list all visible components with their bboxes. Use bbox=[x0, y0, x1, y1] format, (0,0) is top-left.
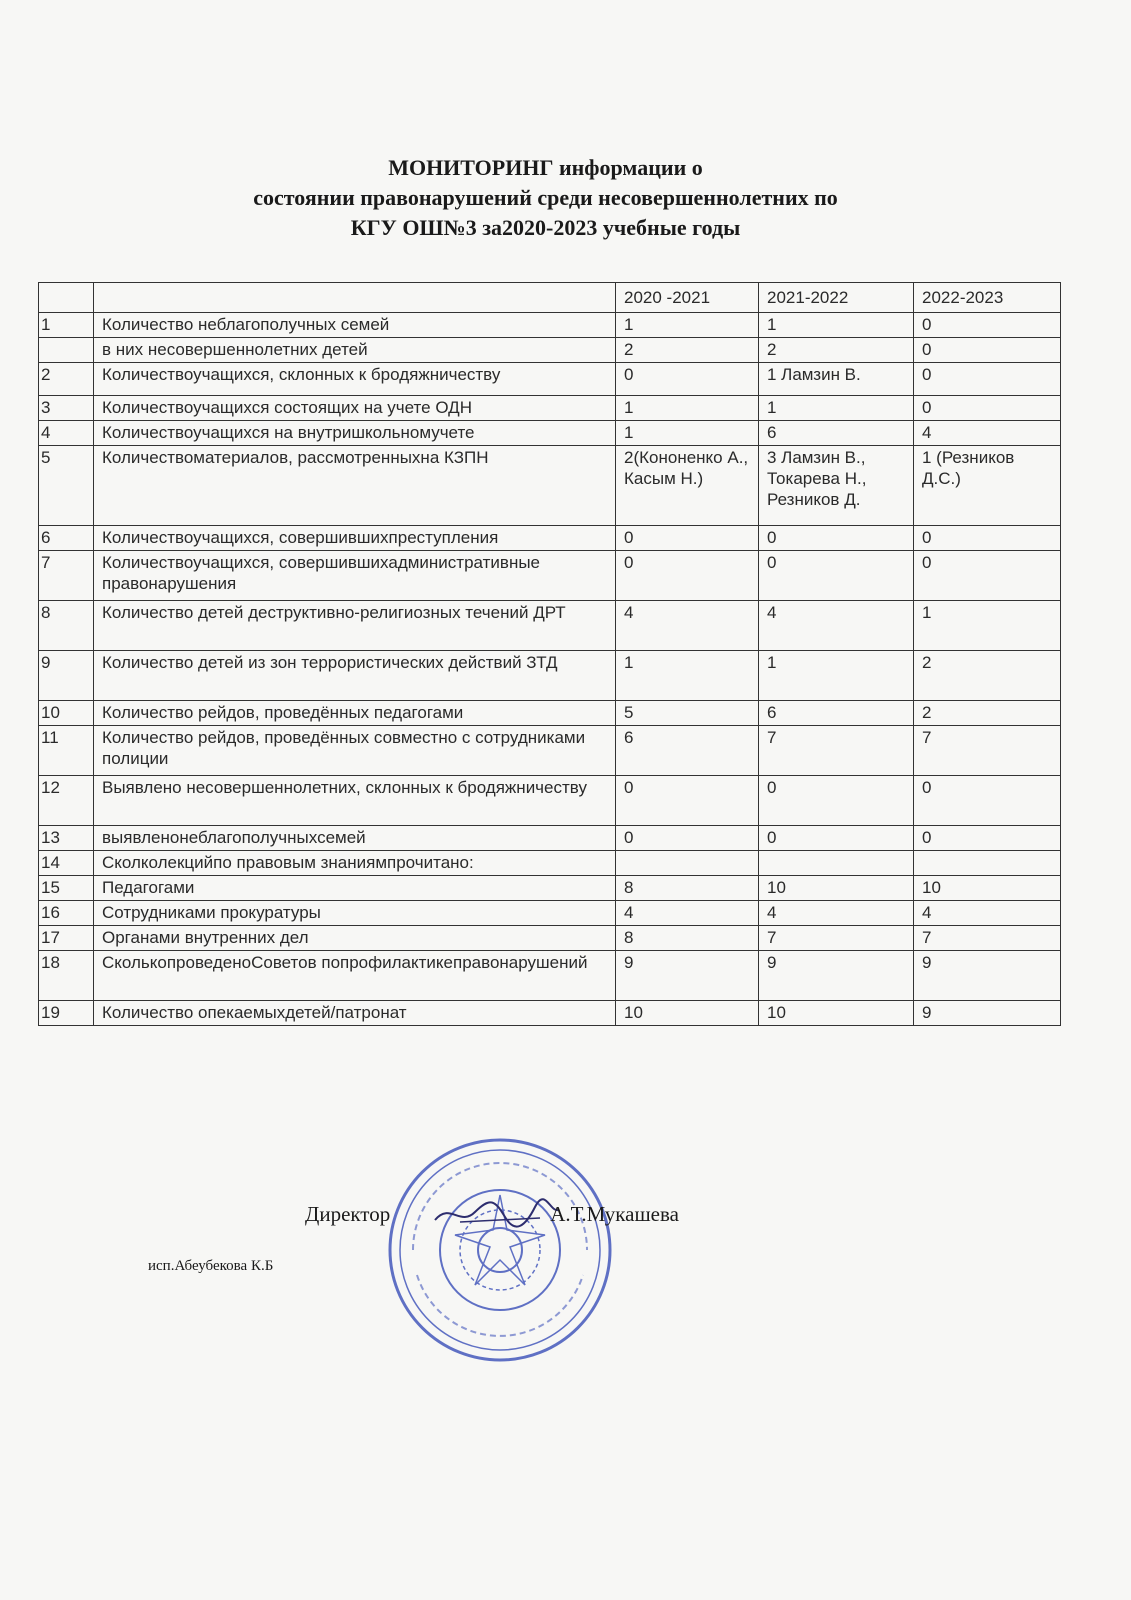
table-row bbox=[39, 926, 1061, 951]
header-num bbox=[39, 283, 94, 313]
value-2022-2023-cell bbox=[914, 851, 1061, 876]
value-2022-2023-cell: 4 bbox=[914, 901, 1061, 926]
row-label-cell: Органами внутренних дел bbox=[94, 926, 616, 951]
value-2021-2022-cell: 7 bbox=[759, 726, 914, 776]
value-2021-2022-cell: 0 bbox=[759, 526, 914, 551]
value-2020-2021-cell: 2 bbox=[616, 338, 759, 363]
header-label bbox=[94, 283, 616, 313]
value-2021-2022-cell: 0 bbox=[759, 551, 914, 601]
row-number-cell: 15 bbox=[39, 876, 94, 901]
row-label-cell: выявленонеблагополучныхсемей bbox=[94, 826, 616, 851]
row-number-cell: 5 bbox=[39, 446, 94, 526]
value-2021-2022-cell: 6 bbox=[759, 701, 914, 726]
row-label-cell: Количество рейдов, проведённых педагогами bbox=[94, 701, 616, 726]
value-2020-2021-cell: 0 bbox=[616, 363, 759, 396]
row-number-cell: 18 bbox=[39, 951, 94, 1001]
monitoring-table bbox=[38, 282, 1061, 1026]
row-number-cell: 1 bbox=[39, 313, 94, 338]
table-row bbox=[39, 526, 1061, 551]
table-header-row bbox=[39, 283, 1061, 313]
value-2021-2022-cell: 4 bbox=[759, 601, 914, 651]
value-2020-2021-cell: 5 bbox=[616, 701, 759, 726]
value-2022-2023-cell: 0 bbox=[914, 313, 1061, 338]
value-2021-2022-cell: 3 Ламзин В., Токарева Н., Резников Д. bbox=[759, 446, 914, 526]
value-2020-2021-cell: 4 bbox=[616, 901, 759, 926]
row-label-cell: Количествоучащихся состоящих на учете ОДН bbox=[94, 396, 616, 421]
row-label-cell: Количество детей из зон террористических действий ЗТД bbox=[94, 651, 616, 701]
value-2021-2022-cell: 6 bbox=[759, 421, 914, 446]
value-2020-2021-cell: 0 bbox=[616, 551, 759, 601]
value-2022-2023-cell: 7 bbox=[914, 926, 1061, 951]
value-2022-2023-cell: 0 bbox=[914, 338, 1061, 363]
value-2020-2021-cell: 9 bbox=[616, 951, 759, 1001]
title-line-2: состоянии правонарушений среди несовершеннолетних по bbox=[253, 185, 838, 210]
value-2022-2023-cell: 0 bbox=[914, 363, 1061, 396]
row-number-cell bbox=[39, 338, 94, 363]
value-2020-2021-cell: 1 bbox=[616, 651, 759, 701]
value-2020-2021-cell: 8 bbox=[616, 876, 759, 901]
row-number-cell: 9 bbox=[39, 651, 94, 701]
value-2020-2021-cell: 0 bbox=[616, 526, 759, 551]
value-2022-2023-cell: 9 bbox=[914, 951, 1061, 1001]
row-number-cell: 19 bbox=[39, 1001, 94, 1026]
row-number-cell: 3 bbox=[39, 396, 94, 421]
row-label-cell: СколькопроведеноСоветов попрофилактикеправонарушений bbox=[94, 951, 616, 1001]
table-row bbox=[39, 701, 1061, 726]
table-row bbox=[39, 1001, 1061, 1026]
row-number-cell: 2 bbox=[39, 363, 94, 396]
row-label-cell: Количество детей деструктивно-религиозных течений ДРТ bbox=[94, 601, 616, 651]
value-2021-2022-cell: 1 bbox=[759, 313, 914, 338]
row-label-cell: Педагогами bbox=[94, 876, 616, 901]
row-number-cell: 12 bbox=[39, 776, 94, 826]
value-2020-2021-cell: 0 bbox=[616, 776, 759, 826]
table-row bbox=[39, 776, 1061, 826]
value-2021-2022-cell: 2 bbox=[759, 338, 914, 363]
signatory-role: Директор bbox=[305, 1202, 391, 1226]
executor-note: исп.Абеубекова К.Б bbox=[148, 1258, 274, 1274]
table-row bbox=[39, 826, 1061, 851]
value-2020-2021-cell: 4 bbox=[616, 601, 759, 651]
value-2021-2022-cell: 10 bbox=[759, 876, 914, 901]
table-row bbox=[39, 421, 1061, 446]
row-number-cell: 7 bbox=[39, 551, 94, 601]
value-2020-2021-cell: 1 bbox=[616, 313, 759, 338]
value-2021-2022-cell: 0 bbox=[759, 776, 914, 826]
table-row bbox=[39, 951, 1061, 1001]
row-label-cell: Сотрудниками прокуратуры bbox=[94, 901, 616, 926]
value-2022-2023-cell: 7 bbox=[914, 726, 1061, 776]
row-label-cell: Количество рейдов, проведённых совместно с сотрудниками полиции bbox=[94, 726, 616, 776]
row-number-cell: 6 bbox=[39, 526, 94, 551]
row-number-cell: 16 bbox=[39, 901, 94, 926]
row-number-cell: 4 bbox=[39, 421, 94, 446]
value-2022-2023-cell: 0 bbox=[914, 551, 1061, 601]
title-line-1: МОНИТОРИНГ информации о bbox=[388, 155, 703, 180]
value-2022-2023-cell: 1 (Резников Д.С.) bbox=[914, 446, 1061, 526]
value-2021-2022-cell: 0 bbox=[759, 826, 914, 851]
header-year-2022-2023: 2022-2023 bbox=[914, 283, 1061, 313]
value-2022-2023-cell: 9 bbox=[914, 1001, 1061, 1026]
row-number-cell: 14 bbox=[39, 851, 94, 876]
row-label-cell: Сколколекцийпо правовым знаниямпрочитано: bbox=[94, 851, 616, 876]
value-2022-2023-cell: 10 bbox=[914, 876, 1061, 901]
table-row bbox=[39, 901, 1061, 926]
value-2020-2021-cell: 0 bbox=[616, 826, 759, 851]
row-label-cell: в них несовершеннолетних детей bbox=[94, 338, 616, 363]
value-2021-2022-cell: 1 bbox=[759, 651, 914, 701]
row-label-cell: Выявлено несовершеннолетних, склонных к бродяжничеству bbox=[94, 776, 616, 826]
value-2021-2022-cell: 7 bbox=[759, 926, 914, 951]
header-year-2021-2022: 2021-2022 bbox=[759, 283, 914, 313]
value-2022-2023-cell: 0 bbox=[914, 396, 1061, 421]
signature-line bbox=[305, 1202, 679, 1227]
value-2021-2022-cell: 4 bbox=[759, 901, 914, 926]
document-title bbox=[0, 153, 1131, 243]
value-2022-2023-cell: 0 bbox=[914, 776, 1061, 826]
signatory-name: А.Т.Мукашева bbox=[550, 1202, 679, 1226]
table-row bbox=[39, 601, 1061, 651]
row-number-cell: 10 bbox=[39, 701, 94, 726]
table-row bbox=[39, 396, 1061, 421]
table-row bbox=[39, 851, 1061, 876]
value-2022-2023-cell: 2 bbox=[914, 651, 1061, 701]
value-2020-2021-cell: 6 bbox=[616, 726, 759, 776]
table-row bbox=[39, 876, 1061, 901]
official-seal bbox=[385, 1135, 615, 1365]
value-2020-2021-cell: 2(Кононенко А., Касым Н.) bbox=[616, 446, 759, 526]
row-label-cell: Количество неблагополучных семей bbox=[94, 313, 616, 338]
row-label-cell: Количествоматериалов, рассмотренныхна КЗПН bbox=[94, 446, 616, 526]
value-2021-2022-cell: 9 bbox=[759, 951, 914, 1001]
value-2020-2021-cell: 1 bbox=[616, 396, 759, 421]
value-2020-2021-cell: 10 bbox=[616, 1001, 759, 1026]
value-2021-2022-cell bbox=[759, 851, 914, 876]
row-label-cell: Количествоучащихся на внутришкольномучете bbox=[94, 421, 616, 446]
row-number-cell: 17 bbox=[39, 926, 94, 951]
value-2022-2023-cell: 1 bbox=[914, 601, 1061, 651]
row-label-cell: Количествоучащихся, склонных к бродяжничеству bbox=[94, 363, 616, 396]
row-number-cell: 13 bbox=[39, 826, 94, 851]
value-2020-2021-cell bbox=[616, 851, 759, 876]
row-number-cell: 8 bbox=[39, 601, 94, 651]
row-label-cell: Количество опекаемыхдетей/патронат bbox=[94, 1001, 616, 1026]
table-row bbox=[39, 363, 1061, 396]
value-2021-2022-cell: 1 Ламзин В. bbox=[759, 363, 914, 396]
table-row bbox=[39, 446, 1061, 526]
table-row bbox=[39, 551, 1061, 601]
value-2022-2023-cell: 0 bbox=[914, 826, 1061, 851]
value-2022-2023-cell: 0 bbox=[914, 526, 1061, 551]
row-number-cell: 11 bbox=[39, 726, 94, 776]
value-2021-2022-cell: 1 bbox=[759, 396, 914, 421]
table-row bbox=[39, 651, 1061, 701]
row-label-cell: Количествоучащихся, совершившихадминистративные правонарушения bbox=[94, 551, 616, 601]
table-row bbox=[39, 313, 1061, 338]
row-label-cell: Количествоучащихся, совершившихпреступления bbox=[94, 526, 616, 551]
value-2020-2021-cell: 1 bbox=[616, 421, 759, 446]
value-2022-2023-cell: 4 bbox=[914, 421, 1061, 446]
value-2020-2021-cell: 8 bbox=[616, 926, 759, 951]
value-2021-2022-cell: 10 bbox=[759, 1001, 914, 1026]
header-year-2020-2021: 2020 -2021 bbox=[616, 283, 759, 313]
title-line-3: КГУ ОШ№3 за2020-2023 учебные годы bbox=[350, 215, 741, 240]
table-row bbox=[39, 726, 1061, 776]
value-2022-2023-cell: 2 bbox=[914, 701, 1061, 726]
table-row bbox=[39, 338, 1061, 363]
